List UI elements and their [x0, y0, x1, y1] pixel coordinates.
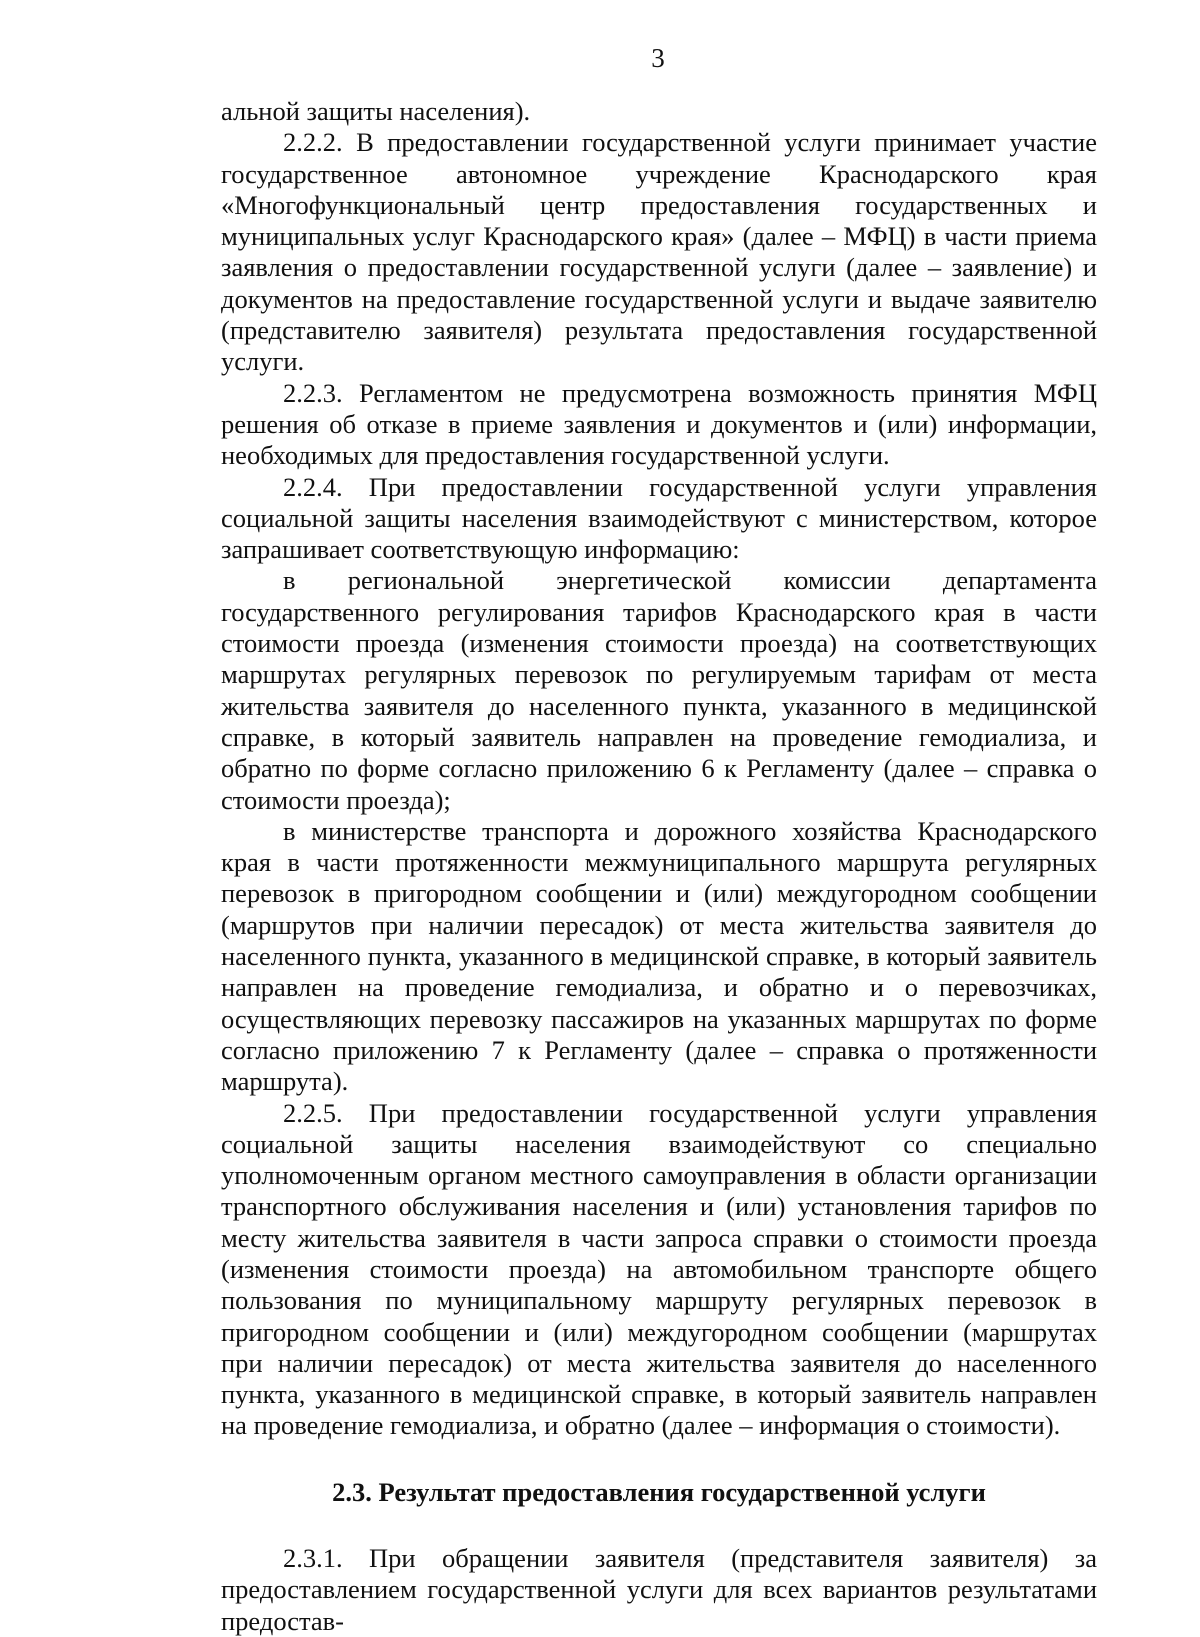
paragraph-2-2-5: 2.2.5. При предоставлении государственной услуги управления социальной защиты населения взаимодействуют со специально уполномоченным органом местного самоуправления в области организации транспортного обслуживания населения и (или) установления тарифов по месту жительства заявителя в части запроса справки о стоимости проезда (изменения стоимости проезда) на автомобильном транспорте общего пользования по муниципальному маршруту регулярных перевозок в пригородном сообщении и (или) междугородном сообщении (маршрутах при наличии пересадок) от места жительства заявителя до населенного пункта, указанного в медицинской справке, в который заявитель направлен на проведение гемодиализа, и обратно (далее – информация о стоимости). [221, 1097, 1097, 1441]
paragraph-2-2-3: 2.2.3. Регламентом не предусмотрена возможность принятия МФЦ решения об отказе в приеме заявления и документов и (или) информации, необходимых для предоставления государственной услуги. [221, 377, 1097, 471]
paragraph-2-2-2: 2.2.2. В предоставлении государственной услуги принимает участие государственное автономное учреждение Краснодарского края «Многофункциональный центр предоставления государственных и муниципальных услуг Краснодарского края» (далее – МФЦ) в части приема заявления о предоставлении государственной услуги (далее – заявление) и документов на предоставление государственной услуги и выдаче заявителю (представителю заявителя) результата предоставления государственной услуги. [221, 127, 1097, 377]
paragraph-2-3-1: 2.3.1. При обращении заявителя (представителя заявителя) за предоставлением государственной услуги для всех вариантов результатами предостав- [221, 1543, 1097, 1636]
paragraph-continuation: альной защиты населения). [221, 96, 531, 126]
page-number: 3 [651, 43, 665, 73]
paragraph-2-2-4: 2.2.4. При предоставлении государственной услуги управления социальной защиты населения взаимодействуют с министерством, которое запрашивает соответствующую информацию: [221, 471, 1097, 565]
section-heading-2-3: 2.3. Результат предоставления государственной услуги [332, 1476, 986, 1507]
paragraph-rek-request: в региональной энергетической комиссии департамента государственного регулирования тарифов Краснодарского края в части стоимости проезда (изменения стоимости проезда) на соответствующих маршрутах регулярных перевозок по регулируемым тарифам от места жительства заявителя до населенного пункта, указанного в медицинской справке, в который заявитель направлен на проведение гемодиализа, и обратно по форме согласно приложению 6 к Регламенту (далее – справка о стоимости проезда); [221, 565, 1097, 815]
paragraph-transport-ministry-request: в министерстве транспорта и дорожного хозяйства Краснодарского края в части протяженности межмуниципального маршрута регулярных перевозок в пригородном сообщении и (или) междугородном сообщении (маршрутов при наличии пересадок) от места жительства заявителя до населенного пункта, указанного в медицинской справке, в который заявитель направлен на проведение гемодиализа, и обратно и о перевозчиках, осуществляющих перевозку пассажиров на указанных маршрутах по форме согласно приложению 7 к Регламенту (далее – справка о протяженности маршрута). [221, 815, 1097, 1097]
document-body [221, 96, 1097, 1637]
